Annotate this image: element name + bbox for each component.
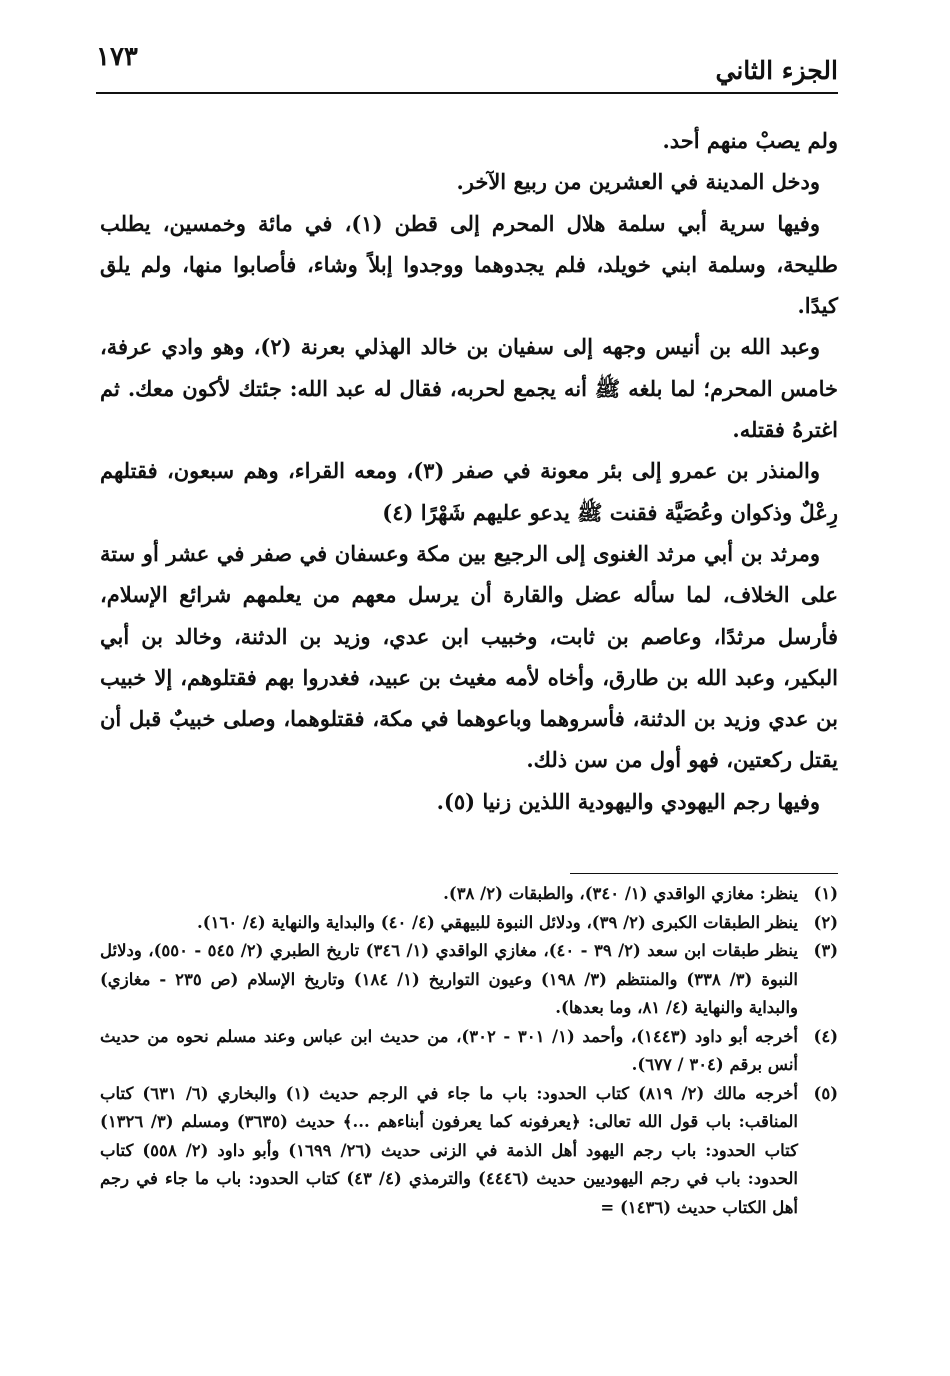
footnote-text: أخرجه أبو داود (١٤٤٣)، وأحمد (١/ ٣٠١ - ٣٠٢)، من حديث ابن عباس وعند مسلم نحوه من حديث أنس برقم (٣٠٤ / ٦٧٧). [100, 1026, 798, 1074]
footnote-divider [570, 873, 838, 874]
footnote [100, 1080, 838, 1223]
paragraph: والمنذر بن عمرو إلى بئر معونة في صفر (٣)، ومعه القراء، وهم سبعون، فقتلهم رِعْلٌ وذكوان وعُصَيَّة فقنت ﷺ يدعو عليهم شَهْرًا (٤) [100, 458, 838, 525]
footnote-text: أخرجه مالك (٢/ ٨١٩) كتاب الحدود: باب ما جاء في الرجم حديث (١) والبخاري (٦/ ٦٣١) كتاب المناقب: باب قول الله تعالى: ﴿يعرفونه كما يعرفون أبناءهم ...﴾ حديث (٣٦٣٥) ومسلم (٣/ ١٣٢٦) كتاب الحدود: باب رجم اليهود أهل الذمة في الزنى حديث (٢٦/ ١٦٩٩) وأبو داود (٢/ ٥٥٨) كتاب الحدود: باب في رجم اليهوديين حديث (٤٤٤٦) والترمذي (٤/ ٤٣) كتاب الحدود: باب ما جاء في رجم أهل الكتاب حديث (١٤٣٦) = [100, 1083, 799, 1217]
page-number: ١٧٣ [96, 42, 138, 72]
footnote [100, 909, 838, 938]
paragraph: ومرثد بن أبي مرثد الغنوى إلى الرجيع بين مكة وعسفان في صفر في عشر أو ستة على الخلاف، لما سأله عضل والقارة أن يرسل معهم من يعلمهم شرائع الإسلام، فأرسل مرثدًا، وعاصم بن ثابت، وخبيب ابن عدي، وزيد بن الدثنة، وخالد بن أبي البكير، وعبد الله بن طارق، وأخاه لأمه مغيث بن عبيد، فغدروا بهم فقتلوهم، إلا خبيب بن عدي وزيد بن الدثنة، فأسروهما وباعوهما في مكة، فقتلوهما، وصلى خبيبٌ قبل أن يقتل ركعتين، فهو أول من سن ذلك. [100, 540, 838, 773]
footnote [100, 880, 838, 909]
footnote [100, 1023, 838, 1080]
header-divider [96, 92, 838, 94]
paragraph: وعبد الله بن أنيس وجهه إلى سفيان بن خالد الهذلي بعرنة (٢)، وهو وادي عرفة، خامس المحرم؛ لما بلغه ﷺ أنه يجمع لحربه، فقال له عبد الله: جئتك لأكون معك. ثم اغترهُ فقتله. [100, 334, 838, 443]
footnote-text: ينظر: مغازي الواقدي (١/ ٣٤٠)، والطبقات (٢/ ٣٨). [443, 884, 798, 903]
paragraph: ولم يصبْ منهم أحد. [662, 128, 838, 153]
footnote-number: (٤) [813, 1026, 838, 1046]
paragraph: وفيها رجم اليهودي واليهودية اللذين زنيا (٥). [436, 788, 820, 814]
page-header [96, 38, 838, 88]
paragraph: ودخل المدينة في العشرين من ربيع الآخر. [456, 169, 820, 195]
running-title: الجزء الثاني [715, 56, 838, 85]
footnote-number: (١) [813, 884, 838, 903]
main-text [100, 120, 838, 822]
paragraph: وفيها سرية أبي سلمة هلال المحرم إلى قطن (١)، في مائة وخمسين، يطلب طليحة، وسلمة ابني خويلد، فلم يجدوهما ووجدوا إبلاً وشاء، فأصابوا منها، ولم يلق كيدًا. [100, 210, 838, 319]
footnotes [100, 880, 838, 1222]
footnote [100, 937, 838, 1023]
footnote-number: (٣) [813, 941, 838, 960]
footnote-number: (٢) [813, 912, 838, 932]
footnote-text: ينظر طبقات ابن سعد (٢/ ٣٩ - ٤٠)، مغازي الواقدي (١/ ٣٤٦) تاريخ الطبري (٢/ ٥٤٥ - ٥٥٠)، ودلائل النبوة (٣/ ٣٣٨) والمنتظم (٣/ ١٩٨) وعيون التواريخ (١/ ١٨٤) وتاريخ الإسلام (ص ٢٣٥ - مغازي) والبداية والنهاية (٤/ ٨١، وما بعدها). [100, 941, 798, 1017]
footnote-text: ينظر الطبقات الكبرى (٢/ ٣٩)، ودلائل النبوة للبيهقي (٤/ ٤٠) والبداية والنهاية (٤/ ١٦٠). [197, 912, 798, 932]
footnote-number: (٥) [813, 1083, 838, 1103]
